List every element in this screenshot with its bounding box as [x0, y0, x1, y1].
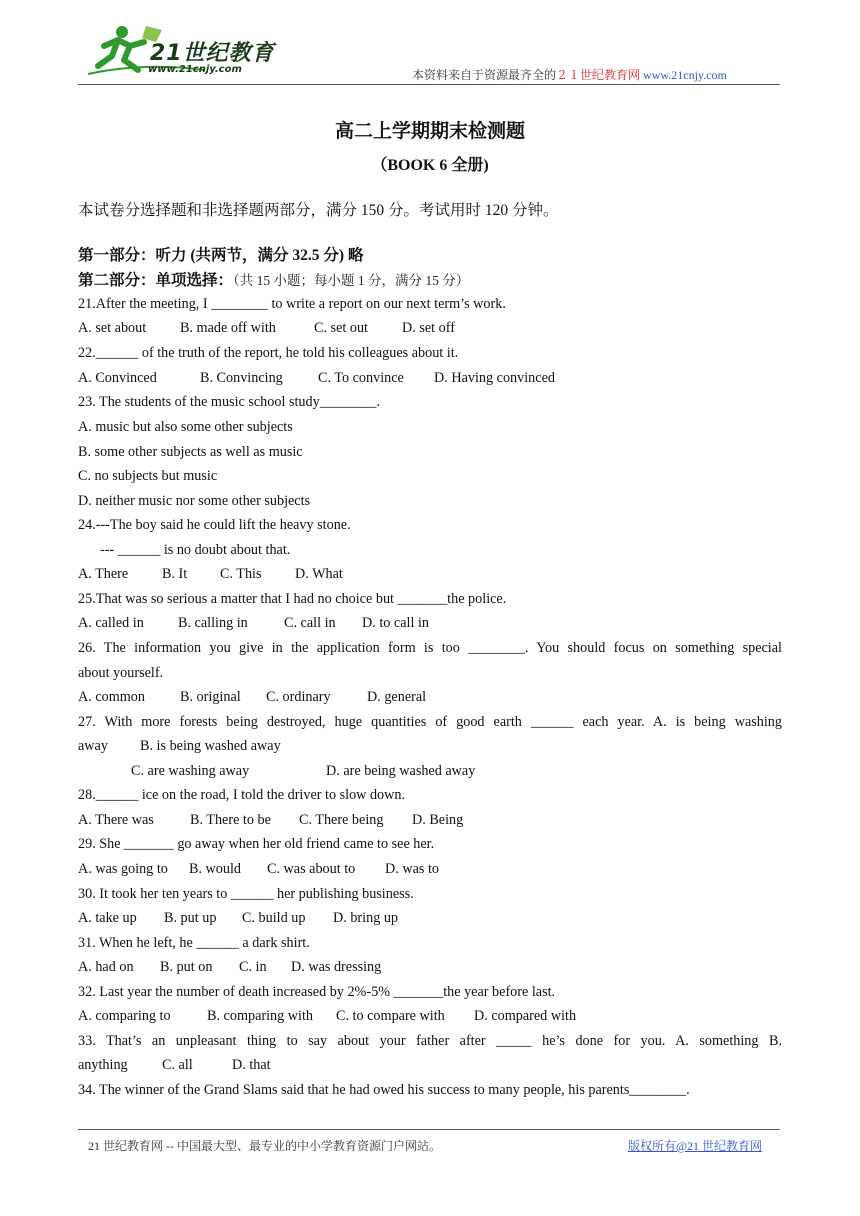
header-source-link[interactable]: www.21cnjy.com	[643, 68, 727, 82]
part2-note: （共 15 小题；每小题 1 分，满分 15 分）	[233, 273, 470, 288]
document-title: 高二上学期期末检测题	[334, 121, 525, 142]
part2-heading	[78, 268, 469, 290]
question-30-options	[78, 910, 782, 927]
option-d: D. Being	[412, 812, 464, 828]
question-34: 34. The winner of the Grand Slams said that he had owed his success to many people, his parents________.	[78, 1082, 690, 1098]
question-23: 23. The students of the music school study________.	[78, 394, 380, 410]
option-d: D. to call in	[362, 615, 429, 631]
option-a: A. There was	[78, 812, 154, 828]
option-b: B. comparing with	[207, 1008, 313, 1024]
option-c: C. are washing away	[131, 763, 250, 779]
question-31: 31. When he left, he ______ a dark shirt.	[78, 935, 310, 951]
option-c: C. set out	[314, 320, 368, 336]
option-d: D. set off	[402, 320, 455, 336]
option-b: B. put on	[160, 959, 213, 975]
question-33: 33. That’s an unpleasant thing to say about your father after _____ he’s done for you. A. something B.	[78, 1033, 782, 1049]
option-d: D. Having convinced	[434, 370, 555, 386]
option-c: C. This	[220, 566, 262, 582]
question-25: 25.That was so serious a matter that I had no choice but _______the police.	[78, 591, 507, 607]
question-22-options	[78, 370, 782, 387]
option-a: A. take up	[78, 910, 137, 926]
option-a: A. common	[78, 689, 145, 705]
option-b: B. made off with	[180, 320, 276, 336]
logo-url: www.21cnjy.com	[148, 64, 242, 75]
question-26-options	[78, 689, 782, 706]
footer-divider	[78, 1129, 780, 1130]
question-22: 22.______ of the truth of the report, he told his colleagues about it.	[78, 345, 459, 361]
question-32: 32. Last year the number of death increased by 2%-5% _______the year before last.	[78, 984, 556, 1000]
option-d: D. What	[295, 566, 343, 582]
question-30: 30. It took her ten years to ______ her publishing business.	[78, 886, 414, 902]
question-31-options	[78, 959, 782, 976]
header-divider	[78, 84, 780, 85]
question-33-options	[78, 1057, 782, 1074]
option-c: C. To convince	[318, 370, 404, 386]
document-subtitle: （BOOK 6 全册)	[371, 157, 489, 174]
question-23-option-c: C. no subjects but music	[78, 468, 218, 484]
question-27: 27. With more forests being destroyed, huge quantities of good earth ______ each year. A. is being washing	[78, 714, 782, 730]
option-c: C. ordinary	[266, 689, 331, 705]
question-27-cont	[78, 738, 782, 755]
part2-title: 第二部分：单项选择：	[78, 272, 234, 289]
header-source	[412, 66, 727, 83]
question-28: 28.______ ice on the road, I told the driver to slow down.	[78, 787, 406, 803]
option-a: A. had on	[78, 959, 134, 975]
option-b: B. would	[189, 861, 242, 877]
option-b: B. put up	[164, 910, 217, 926]
option-d: D. that	[232, 1057, 271, 1073]
exam-intro: 本试卷分选择题和非选择题两部分，满分 150 分。考试用时 120 分钟。	[78, 202, 559, 219]
option-a: A. called in	[78, 615, 144, 631]
question-23-option-a: A. music but also some other subjects	[78, 419, 293, 435]
option-c: C. to compare with	[336, 1008, 445, 1024]
part1-heading: 第一部分：听力 (共两节，满分 32.5 分) 略	[78, 247, 364, 264]
site-logo	[84, 22, 284, 80]
option-c: C. call in	[284, 615, 336, 631]
question-32-options	[78, 1008, 782, 1025]
question-29: 29. She _______ go away when her old friend came to see her.	[78, 836, 435, 852]
option-d: D. was dressing	[291, 959, 382, 975]
header-source-name: ２１世纪教育网	[556, 68, 641, 82]
question-29-options	[78, 861, 782, 878]
option-b: B. Convincing	[200, 370, 283, 386]
question-24-options	[78, 566, 782, 583]
option-b: B. calling in	[178, 615, 248, 631]
header-source-prefix: 本资料来自于资源最齐全的	[412, 68, 557, 82]
question-26-cont: about yourself.	[78, 665, 164, 681]
option-a: A. There	[78, 566, 129, 582]
question-23-option-b: B. some other subjects as well as music	[78, 444, 303, 460]
question-24: 24.---The boy said he could lift the heavy stone.	[78, 517, 351, 533]
option-d: D. compared with	[474, 1008, 577, 1024]
option-a: A. was going to	[78, 861, 168, 877]
option-c: C. There being	[299, 812, 384, 828]
question-21-options	[78, 320, 782, 337]
option-d: D. general	[367, 689, 427, 705]
question-21: 21.After the meeting, I ________ to write a report on our next term’s work.	[78, 296, 506, 312]
option-b: anything	[78, 1057, 128, 1073]
question-27-away: away	[78, 738, 108, 754]
logo-text: 21世纪教育	[150, 41, 275, 66]
option-d: D. are being washed away	[326, 763, 476, 779]
option-c: C. in	[239, 959, 267, 975]
option-c: C. was about to	[267, 861, 356, 877]
option-d: D. bring up	[333, 910, 399, 926]
option-d: D. was to	[385, 861, 439, 877]
option-b: B. is being washed away	[140, 738, 281, 754]
option-a: A. comparing to	[78, 1008, 171, 1024]
footer-copyright-link[interactable]: 版权所有@21 世纪教育网	[628, 1139, 763, 1153]
option-b: B. It	[162, 566, 188, 582]
option-b: B. There to be	[190, 812, 271, 828]
question-27-options	[131, 763, 771, 780]
option-c: C. build up	[242, 910, 306, 926]
option-b: B. original	[180, 689, 241, 705]
footer-site-text: 21 世纪教育网 -- 中国最大型、最专业的中小学教育资源门户网站。	[88, 1139, 441, 1153]
question-24-reply: --- ______ is no doubt about that.	[100, 542, 291, 558]
question-23-option-d: D. neither music nor some other subjects	[78, 493, 311, 509]
option-a: A. set about	[78, 320, 147, 336]
question-25-options	[78, 615, 782, 632]
option-a: A. Convinced	[78, 370, 157, 386]
question-28-options	[78, 812, 782, 829]
question-26: 26. The information you give in the application form is too ________. You should focus on something special	[78, 640, 782, 656]
option-c: C. all	[162, 1057, 193, 1073]
